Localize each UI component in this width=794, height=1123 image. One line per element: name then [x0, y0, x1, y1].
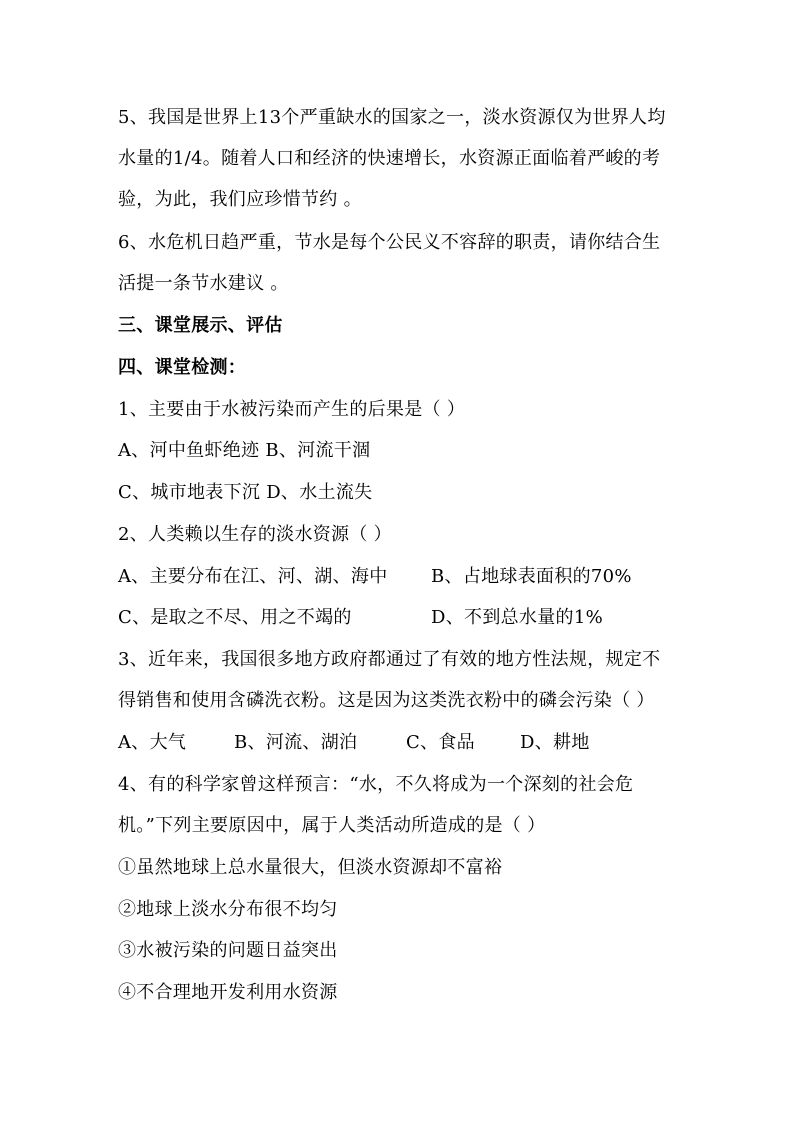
test-q4-statement-2: ②地球上淡水分布很不均匀 — [118, 899, 338, 920]
test-q4-line-1: 4、有的科学家曾这样预言：“水，不久将成为一个深刻的社会危 — [118, 774, 634, 795]
q6-line-1: 6、水危机日趋严重，节水是每个公民义不容辞的职责，请你结合生 — [118, 232, 661, 253]
section-heading-3: 三、课堂展示、评估 — [118, 315, 283, 336]
test-q4-statement-4: ④不合理地开发利用水资源 — [118, 982, 338, 1003]
test-q2-options-ab — [118, 565, 632, 589]
test-q3-options — [118, 731, 590, 755]
test-q3-option-a: A、大气 — [118, 732, 187, 753]
test-q4-line-2: 机。”下列主要原因中，属于人类活动所造成的是（ ） — [118, 815, 546, 836]
test-q3-option-b: B、河流、湖泊 — [234, 732, 358, 753]
section-heading-4: 四、课堂检测： — [118, 357, 247, 378]
test-q3-option-c: C、食品 — [406, 732, 475, 753]
test-q3-option-d: D、耕地 — [520, 732, 590, 753]
test-q1-options-cd: C、城市地表下沉 D、水土流失 — [118, 482, 373, 503]
test-q2-option-b: B、占地球表面积的70% — [431, 566, 632, 587]
test-q2-option-d: D、不到总水量的1% — [431, 607, 603, 628]
test-q1-question: 1、主要由于水被污染而产生的后果是（ ） — [118, 399, 466, 420]
test-q4-statement-3: ③水被污染的问题日益突出 — [118, 940, 338, 961]
q5-line-3: 验，为此，我们应珍惜节约 。 — [118, 189, 362, 210]
test-q3-line-1: 3、近年来，我国很多地方政府都通过了有效的地方性法规，规定不 — [118, 649, 661, 670]
test-q3-line-2: 得销售和使用含磷洗衣粉。这是因为这类洗衣粉中的磷会污染（ ） — [118, 690, 655, 711]
test-q2-question: 2、人类赖以生存的淡水资源（ ） — [118, 524, 392, 545]
test-q1-options-ab: A、河中鱼虾绝迹 B、河流干涸 — [118, 440, 371, 461]
test-q2-option-c: C、是取之不尽、用之不竭的 — [118, 607, 352, 628]
test-q2-options-cd — [118, 606, 603, 630]
q5-line-2: 水量的1/4。随着人口和经济的快速增长，水资源正面临着严峻的考 — [118, 148, 661, 169]
test-q2-option-a: A、主要分布在江、河、湖、海中 — [118, 566, 388, 587]
q6-line-2: 活提一条节水建议 。 — [118, 273, 289, 294]
q5-line-1: 5、我国是世界上13个严重缺水的国家之一，淡水资源仅为世界人均 — [118, 107, 666, 128]
test-q4-statement-1: ①虽然地球上总水量很大，但淡水资源却不富裕 — [118, 857, 503, 878]
